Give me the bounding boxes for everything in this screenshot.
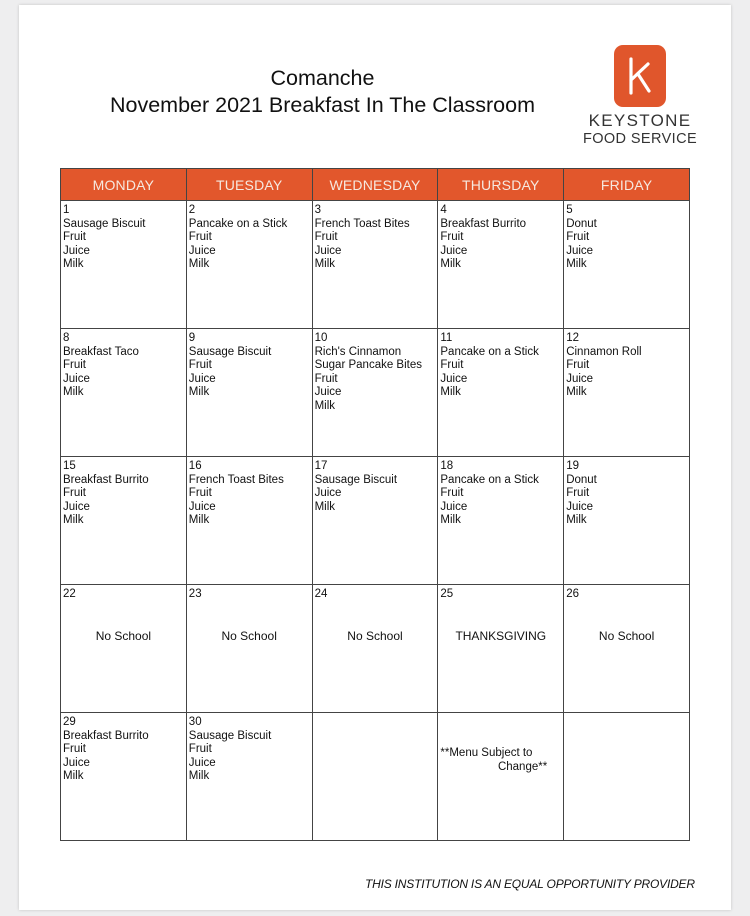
menu-item: Milk [566, 386, 587, 398]
menu-item: Breakfast Burrito [63, 729, 149, 742]
menu-note-line: Change** [497, 761, 548, 773]
menu-item: Juice [63, 372, 90, 385]
menu-item: Milk [63, 258, 84, 270]
calendar-day-cell [61, 713, 187, 841]
day-number: 3 [314, 204, 321, 216]
calendar-week-row [61, 457, 690, 585]
day-number: 24 [314, 588, 328, 600]
menu-item: Pancake on a Stick [188, 217, 288, 230]
menu-item: Fruit [314, 372, 338, 385]
calendar-week-row [61, 201, 690, 329]
day-number: 19 [566, 460, 579, 472]
menu-item: Fruit [440, 487, 464, 499]
menu-item: Fruit [63, 359, 86, 371]
page-title [60, 65, 585, 119]
menu-item: Juice [440, 500, 468, 513]
menu-item: Sausage Biscuit [63, 217, 146, 230]
menu-item: Milk [188, 770, 210, 782]
menu-item: Milk [566, 258, 587, 270]
menu-item: Milk [440, 514, 461, 526]
day-number: 30 [188, 716, 202, 728]
day-number: 16 [188, 460, 202, 472]
menu-title: November 2021 Breakfast In The Classroom [109, 93, 536, 117]
calendar-day-cell [564, 201, 690, 329]
menu-item: Cinnamon Roll [566, 345, 642, 358]
calendar-day-cell [186, 457, 312, 585]
calendar-day-cell [61, 457, 187, 585]
menu-item: Juice [314, 386, 342, 398]
menu-item: Juice [188, 756, 216, 769]
menu-item: Fruit [188, 359, 212, 371]
keystone-logo-icon [614, 45, 666, 107]
day-number: 10 [314, 332, 328, 344]
menu-item: Milk [314, 258, 336, 270]
weekday-header-row [61, 169, 690, 201]
menu-item: Rich's Cinnamon [314, 345, 402, 358]
menu-item: French Toast Bites [314, 217, 410, 230]
menu-note-line: **Menu Subject to [440, 747, 533, 759]
calendar-day-cell [438, 457, 564, 585]
menu-item: Sugar Pancake Bites [314, 359, 422, 371]
calendar-week-row [61, 329, 690, 457]
menu-item: Sausage Biscuit [188, 729, 272, 742]
weekday-header: FRIDAY [564, 169, 690, 201]
day-note: THANKSGIVING [455, 628, 547, 643]
calendar-day-cell [564, 713, 690, 841]
menu-subject-note [440, 746, 561, 774]
day-number: 5 [566, 204, 573, 216]
menu-item: Fruit [63, 487, 86, 499]
weekday-header: WEDNESDAY [312, 169, 438, 201]
menu-item: Donut [566, 217, 597, 230]
menu-item: Juice [566, 500, 594, 513]
menu-item: French Toast Bites [188, 473, 284, 486]
menu-item: Breakfast Burrito [63, 473, 149, 486]
menu-item: Fruit [440, 359, 464, 371]
calendar-day-cell [564, 585, 690, 713]
menu-item: Juice [440, 244, 468, 257]
day-number: 9 [188, 332, 196, 344]
calendar-day-cell [61, 585, 187, 713]
day-number: 11 [440, 332, 453, 344]
logo-name: KEYSTONE [588, 111, 692, 130]
calendar-day-cell [564, 457, 690, 585]
menu-item: Milk [188, 258, 210, 270]
menu-item: Juice [314, 244, 342, 257]
day-number: 22 [63, 588, 76, 600]
menu-item: Juice [63, 756, 90, 769]
day-number: 23 [188, 588, 202, 600]
day-number: 29 [63, 716, 76, 728]
menu-item: Juice [63, 500, 90, 513]
menu-item: Milk [314, 399, 336, 412]
menu-item: Fruit [440, 231, 464, 243]
menu-item: Milk [566, 514, 587, 526]
calendar-day-cell [186, 201, 312, 329]
menu-item: Fruit [314, 231, 338, 243]
menu-item: Fruit [566, 359, 590, 371]
day-note: No School [95, 628, 152, 643]
menu-item: Sausage Biscuit [314, 473, 398, 486]
menu-item: Fruit [63, 231, 86, 243]
menu-item: Fruit [63, 743, 86, 755]
menu-item: Milk [188, 386, 210, 398]
menu-item: Juice [188, 500, 216, 513]
calendar-day-cell [438, 585, 564, 713]
calendar-day-cell [438, 713, 564, 841]
calendar-day-cell [312, 201, 438, 329]
day-number: 2 [188, 204, 196, 216]
calendar-day-cell [438, 329, 564, 457]
day-number: 15 [63, 460, 76, 472]
menu-item: Pancake on a Stick [440, 345, 539, 358]
day-note: No School [221, 628, 277, 643]
menu-item: Fruit [188, 487, 212, 499]
menu-item: Fruit [566, 231, 590, 243]
menu-item: Milk [314, 500, 336, 513]
calendar-day-cell [438, 201, 564, 329]
day-number: 1 [63, 204, 70, 216]
calendar-day-cell [186, 585, 312, 713]
school-name: Comanche [270, 66, 375, 90]
calendar-week-row [61, 713, 690, 841]
calendar-day-cell [186, 329, 312, 457]
menu-item: Donut [566, 473, 597, 486]
day-note: No School [347, 628, 403, 643]
day-note: No School [598, 628, 655, 643]
menu-item: Pancake on a Stick [440, 473, 539, 486]
weekday-header: THURSDAY [438, 169, 564, 201]
calendar-week-row [61, 585, 690, 713]
day-number: 4 [440, 204, 447, 216]
calendar-day-cell [312, 329, 438, 457]
menu-item: Milk [63, 770, 84, 782]
menu-item: Fruit [188, 231, 212, 243]
footer-notice: THIS INSTITUTION IS AN EQUAL OPPORTUNITY PROVIDER [365, 877, 695, 891]
menu-item: Fruit [188, 743, 212, 755]
menu-item: Breakfast Taco [63, 345, 139, 358]
menu-item: Juice [188, 244, 216, 257]
calendar-day-cell [61, 201, 187, 329]
menu-item: Milk [188, 514, 210, 526]
menu-item: Juice [440, 372, 468, 385]
day-number: 26 [566, 588, 579, 600]
menu-item: Milk [63, 514, 84, 526]
menu-item: Juice [314, 487, 342, 499]
day-number: 18 [440, 460, 454, 472]
calendar-day-cell [61, 329, 187, 457]
calendar-day-cell [312, 585, 438, 713]
calendar-day-cell [312, 457, 438, 585]
menu-item: Juice [566, 372, 594, 385]
weekday-header: MONDAY [61, 169, 187, 201]
menu-item: Breakfast Burrito [440, 217, 527, 230]
menu-item: Juice [188, 372, 216, 385]
menu-item: Juice [566, 244, 594, 257]
menu-item: Sausage Biscuit [188, 345, 272, 358]
logo-subname: FOOD SERVICE [582, 131, 698, 147]
breakfast-calendar [60, 168, 690, 841]
menu-item: Juice [63, 244, 90, 257]
calendar-day-cell [564, 329, 690, 457]
day-number: 12 [566, 332, 579, 344]
weekday-header: TUESDAY [186, 169, 312, 201]
menu-item: Milk [440, 386, 461, 398]
calendar-body [61, 201, 690, 841]
day-number: 17 [314, 460, 328, 472]
calendar-day-cell [186, 713, 312, 841]
calendar-day-cell [312, 713, 438, 841]
menu-item: Milk [63, 386, 84, 398]
day-number: 25 [440, 588, 454, 600]
day-number: 8 [63, 332, 70, 344]
menu-item: Fruit [566, 487, 590, 499]
menu-item: Milk [440, 258, 461, 270]
